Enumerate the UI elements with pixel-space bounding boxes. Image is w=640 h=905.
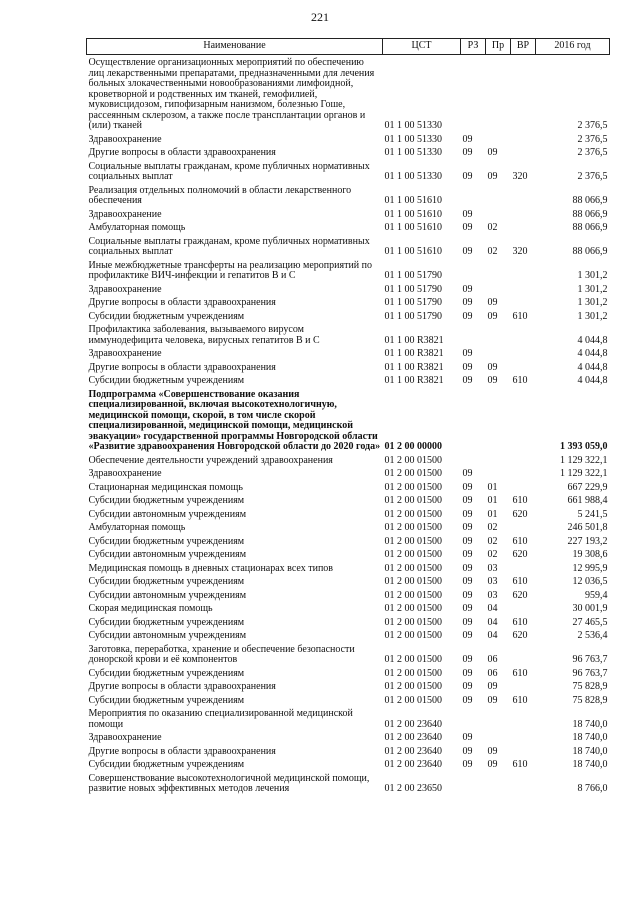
row-pr: [486, 771, 511, 795]
row-cst: 01 2 00 01500: [384, 495, 442, 506]
row-vr: [511, 679, 536, 693]
row-vr: 320: [512, 171, 528, 182]
row-vr: 610: [512, 667, 528, 679]
row-pr: 02: [487, 549, 498, 560]
table-row: [87, 666, 610, 680]
table-row: [87, 574, 610, 588]
row-rz: [461, 771, 486, 795]
row-vr: 620: [512, 508, 528, 520]
table-row: [87, 534, 610, 548]
row-name: Амбулаторная помощь: [88, 222, 186, 233]
row-pr: [486, 466, 511, 480]
row-amount: 27 465,5: [572, 616, 608, 628]
row-name: Субсидии бюджетным учреждениям: [88, 495, 245, 506]
row-cst: 01 2 00 01500: [384, 562, 442, 574]
table-row: [87, 258, 610, 282]
row-cst: 01 2 00 00000: [384, 441, 442, 452]
table-row: [87, 220, 610, 234]
table-row: [87, 730, 610, 744]
page-number: 221: [311, 10, 329, 24]
row-pr: [486, 258, 511, 282]
row-rz: 09: [462, 589, 473, 601]
row-name: Здравоохранение: [88, 133, 162, 145]
row-cst: 01 2 00 01500: [384, 694, 442, 706]
row-amount: 2 376,5: [577, 147, 608, 158]
row-pr: 01: [487, 508, 498, 520]
row-rz: [461, 322, 486, 346]
row-cst: 01 1 00 51790: [384, 297, 442, 308]
row-name: Заготовка, переработка, хранение и обеспечение безопасности донорской крови и её компонентов: [88, 643, 355, 665]
row-vr: [511, 520, 536, 534]
row-name: Медицинская помощь в дневных стационарах всех типов: [88, 562, 334, 574]
row-vr: [511, 744, 536, 758]
row-name: Здравоохранение: [88, 468, 162, 479]
row-vr: [511, 183, 536, 207]
row-amount: 1 129 322,1: [560, 454, 608, 466]
table-row: [87, 55, 610, 132]
row-vr: [511, 601, 536, 615]
row-amount: 2 376,5: [577, 171, 608, 182]
row-amount: 4 044,8: [577, 334, 608, 346]
row-pr: 02: [487, 222, 498, 233]
table-row: [87, 744, 610, 758]
row-amount: 4 044,8: [577, 361, 608, 373]
row-cst: 01 2 00 01500: [384, 616, 442, 628]
row-pr: 09: [487, 361, 498, 373]
row-name: Субсидии бюджетным учреждениям: [88, 535, 245, 547]
row-name: Другие вопросы в области здравоохранения: [88, 297, 276, 308]
row-name: Субсидии бюджетным учреждениям: [88, 576, 245, 587]
row-cst: 01 1 00 51790: [384, 283, 442, 295]
header-rz: РЗ: [461, 39, 486, 55]
row-pr: 09: [487, 147, 498, 158]
row-cst: 01 1 00 51610: [384, 195, 442, 206]
row-pr: 09: [487, 375, 498, 386]
row-cst: 01 2 00 23650: [384, 783, 442, 794]
row-rz: 09: [462, 745, 473, 757]
row-amount: 75 828,9: [572, 681, 608, 692]
row-cst: 01 2 00 01500: [384, 654, 442, 665]
table-row: [87, 771, 610, 795]
row-amount: 2 376,5: [577, 120, 608, 131]
table-row: [87, 360, 610, 374]
row-rz: 09: [462, 375, 473, 386]
table-row: [87, 282, 610, 296]
row-cst: 01 1 00 51610: [384, 222, 442, 233]
row-vr: 610: [512, 310, 528, 322]
row-name: Субсидии бюджетным учреждениям: [88, 375, 245, 386]
row-cst: 01 2 00 01500: [384, 667, 442, 679]
row-pr: [486, 207, 511, 221]
table-row: [87, 453, 610, 467]
row-cst: 01 2 00 01500: [384, 576, 442, 587]
row-vr: [511, 346, 536, 360]
table-row: [87, 132, 610, 146]
row-rz: 09: [462, 732, 473, 743]
row-amount: 19 308,6: [572, 549, 608, 560]
row-pr: 02: [487, 522, 498, 533]
row-cst: 01 1 00 51610: [384, 208, 442, 220]
table-row: [87, 234, 610, 258]
row-amount: 4 044,8: [577, 375, 608, 386]
header-name: Наименование: [87, 39, 383, 55]
row-rz: 09: [462, 283, 473, 295]
row-cst: 01 1 00 51790: [384, 310, 442, 322]
table-row: [87, 309, 610, 323]
row-pr: 03: [487, 576, 498, 587]
row-pr: [486, 322, 511, 346]
row-rz: 09: [462, 171, 473, 182]
row-amount: 1 301,2: [577, 270, 608, 281]
row-cst: 01 1 00 51610: [384, 246, 442, 257]
row-cst: 01 2 00 01500: [384, 508, 442, 520]
table-row: [87, 561, 610, 575]
row-name: Осуществление организационных мероприятий по обеспечению лиц лекарственными препаратами, предназначенными для лечения больных злокачественными новообразованиями лимфоидной, кроветворной и родственных им тканей, гемофилией, муковисцидозом, гипофизарным нанизмом, болезнью Гоше, рассеянным склерозом, а также после трансплантации органов и (или) тканей: [88, 57, 375, 131]
row-pr: [486, 453, 511, 467]
row-vr: [511, 387, 536, 453]
row-rz: 09: [462, 549, 473, 560]
table-body: [87, 55, 610, 795]
row-vr: [511, 322, 536, 346]
row-vr: [511, 730, 536, 744]
row-vr: [511, 706, 536, 730]
row-name: Субсидии бюджетным учреждениям: [88, 694, 245, 706]
row-name: Здравоохранение: [88, 732, 162, 743]
row-rz: [461, 387, 486, 453]
table-row: [87, 757, 610, 771]
table-row: [87, 346, 610, 360]
row-pr: 01: [487, 495, 498, 506]
row-rz: 09: [462, 208, 473, 220]
row-vr: 610: [512, 535, 528, 547]
row-amount: 18 740,0: [572, 732, 608, 743]
table-row: [87, 693, 610, 707]
row-rz: 09: [462, 654, 473, 665]
row-name: Подпрограмма «Совершенствование оказания специализированной, включая высокотехнологичную, медицинской помощи, скорой, в том числе скорой специализированной, медицинской помощи, медицинской эвакуации» государственной программы Новгородской области «Развитие здравоохранения Новгородской области до 2020 года»: [88, 388, 381, 452]
row-amount: 96 763,7: [572, 667, 608, 679]
row-amount: 2 376,5: [577, 133, 608, 145]
row-rz: 09: [462, 481, 473, 493]
row-vr: 620: [512, 549, 528, 560]
row-rz: 09: [462, 759, 473, 770]
row-rz: 09: [462, 667, 473, 679]
row-cst: 01 1 00 R3821: [384, 361, 444, 373]
row-name: Другие вопросы в области здравоохранения: [88, 147, 276, 158]
table-row: [87, 480, 610, 494]
row-amount: 661 988,4: [567, 495, 608, 506]
row-rz: 09: [462, 603, 473, 614]
table-row: [87, 706, 610, 730]
row-pr: [486, 183, 511, 207]
header-amount: 2016 год: [536, 39, 610, 55]
row-rz: 09: [462, 508, 473, 520]
table-row: [87, 547, 610, 561]
row-pr: 06: [487, 667, 498, 679]
row-cst: 01 2 00 23640: [384, 745, 442, 757]
table-row: [87, 145, 610, 159]
row-vr: 620: [512, 630, 528, 641]
row-pr: 03: [487, 589, 498, 601]
row-name: Субсидии автономным учреждениям: [88, 508, 247, 520]
row-name: Скорая медицинская помощь: [88, 603, 213, 614]
row-rz: 09: [462, 468, 473, 479]
row-amount: 12 036,5: [572, 576, 608, 587]
row-name: Профилактика заболевания, вызываемого вирусом иммунодефицита человека, вирусных гепатитов В и С: [88, 324, 320, 346]
row-rz: [461, 453, 486, 467]
table-row: [87, 642, 610, 666]
row-vr: [511, 642, 536, 666]
table-row: [87, 207, 610, 221]
row-rz: [461, 55, 486, 132]
row-rz: 09: [462, 681, 473, 692]
row-rz: 09: [462, 133, 473, 145]
row-vr: [511, 561, 536, 575]
row-amount: 2 536,4: [577, 630, 608, 641]
row-pr: 09: [487, 681, 498, 692]
row-amount: 1 301,2: [577, 283, 608, 295]
row-rz: 09: [462, 562, 473, 574]
row-name: Совершенствование высокотехнологичной медицинской помощи, развитие новых эффективных методов лечения: [88, 772, 370, 794]
row-cst: 01 1 00 R3821: [384, 348, 444, 359]
row-vr: [511, 295, 536, 309]
row-pr: [486, 55, 511, 132]
row-amount: 88 066,9: [572, 195, 608, 206]
row-rz: 09: [462, 222, 473, 233]
row-amount: 12 995,9: [572, 562, 608, 574]
row-vr: [511, 132, 536, 146]
row-name: Другие вопросы в области здравоохранения: [88, 361, 276, 373]
row-pr: [486, 282, 511, 296]
row-rz: 09: [462, 147, 473, 158]
row-rz: [461, 183, 486, 207]
row-name: Субсидии бюджетным учреждениям: [88, 310, 245, 322]
row-vr: 610: [512, 694, 528, 706]
row-name: Амбулаторная помощь: [88, 522, 186, 533]
row-pr: [486, 132, 511, 146]
row-amount: 1 301,2: [577, 310, 608, 322]
row-pr: 04: [487, 616, 498, 628]
row-amount: 8 766,0: [577, 783, 608, 794]
row-vr: 610: [512, 375, 528, 386]
row-pr: 02: [487, 535, 498, 547]
row-rz: 09: [462, 576, 473, 587]
row-amount: 88 066,9: [572, 222, 608, 233]
row-vr: [511, 360, 536, 374]
row-name: Субсидии автономным учреждениям: [88, 589, 247, 601]
row-pr: 09: [487, 694, 498, 706]
row-vr: 610: [512, 759, 528, 770]
table-row: [87, 159, 610, 183]
row-rz: 09: [462, 694, 473, 706]
table-row: [87, 295, 610, 309]
row-vr: 620: [512, 589, 528, 601]
header-cst: ЦСТ: [383, 39, 461, 55]
row-pr: [486, 730, 511, 744]
row-vr: [511, 258, 536, 282]
row-name: Другие вопросы в области здравоохранения: [88, 681, 276, 692]
row-vr: [511, 282, 536, 296]
table-row: [87, 183, 610, 207]
row-pr: 01: [487, 481, 498, 493]
row-cst: 01 2 00 23640: [384, 718, 442, 730]
row-rz: 09: [462, 495, 473, 506]
row-amount: 18 740,0: [572, 718, 608, 730]
row-rz: 09: [462, 535, 473, 547]
row-rz: [461, 258, 486, 282]
row-amount: 30 001,9: [572, 603, 608, 614]
row-name: Мероприятия по оказанию специализированной медицинской помощи: [88, 708, 353, 730]
row-pr: 02: [487, 246, 498, 257]
row-pr: 09: [487, 171, 498, 182]
row-name: Социальные выплаты гражданам, кроме публичных нормативных социальных выплат: [88, 235, 370, 257]
row-cst: 01 2 00 01500: [384, 603, 442, 614]
table-row: [87, 679, 610, 693]
row-vr: [511, 771, 536, 795]
row-amount: 96 763,7: [572, 654, 608, 665]
row-pr: 09: [487, 297, 498, 308]
table-row: [87, 373, 610, 387]
row-cst: 01 2 00 23640: [384, 759, 442, 770]
row-pr: [486, 387, 511, 453]
row-cst: 01 1 00 51330: [384, 171, 442, 182]
row-rz: 09: [462, 246, 473, 257]
row-name: Обеспечение деятельности учреждений здравоохранения: [88, 454, 333, 466]
row-vr: [511, 466, 536, 480]
table-row: [87, 601, 610, 615]
row-amount: 18 740,0: [572, 759, 608, 770]
row-vr: 320: [512, 246, 528, 257]
row-amount: 5 241,5: [577, 508, 608, 520]
row-cst: 01 2 00 23640: [384, 732, 442, 743]
row-cst: 01 2 00 01500: [384, 630, 442, 641]
row-name: Другие вопросы в области здравоохранения: [88, 745, 276, 757]
row-name: Субсидии автономным учреждениям: [88, 549, 247, 560]
row-rz: 09: [462, 522, 473, 533]
row-cst: 01 2 00 01500: [384, 681, 442, 692]
row-amount: 227 193,2: [567, 535, 608, 547]
table-row: [87, 387, 610, 453]
row-rz: [461, 706, 486, 730]
row-cst: 01 1 00 51790: [384, 270, 442, 281]
row-name: Здравоохранение: [88, 283, 162, 295]
row-cst: 01 1 00 51330: [384, 133, 442, 145]
row-rz: 09: [462, 348, 473, 359]
row-cst: 01 2 00 01500: [384, 454, 442, 466]
row-amount: 88 066,9: [572, 246, 608, 257]
header-vr: ВР: [511, 39, 536, 55]
row-vr: 610: [512, 576, 528, 587]
table-row: [87, 628, 610, 642]
row-rz: 09: [462, 630, 473, 641]
row-cst: 01 2 00 01500: [384, 468, 442, 479]
row-rz: 09: [462, 310, 473, 322]
row-amount: 4 044,8: [577, 348, 608, 359]
row-rz: 09: [462, 616, 473, 628]
row-amount: 1 301,2: [577, 297, 608, 308]
row-pr: 09: [487, 310, 498, 322]
row-amount: 1 393 059,0: [560, 441, 608, 452]
row-pr: 03: [487, 562, 498, 574]
row-amount: 246 501,8: [567, 522, 608, 533]
table-row: [87, 520, 610, 534]
table-header-row: [87, 39, 610, 55]
row-amount: 667 229,9: [567, 481, 608, 493]
row-vr: 610: [512, 495, 528, 506]
row-amount: 959,4: [585, 589, 608, 601]
table-row: [87, 466, 610, 480]
table-row: [87, 493, 610, 507]
row-cst: 01 2 00 01500: [384, 481, 442, 493]
row-name: Субсидии бюджетным учреждениям: [88, 616, 245, 628]
row-vr: [511, 145, 536, 159]
row-amount: 75 828,9: [572, 694, 608, 706]
row-cst: 01 1 00 51330: [384, 147, 442, 158]
row-name: Реализация отдельных полномочий в области лекарственного обеспечения: [88, 184, 352, 206]
row-amount: 18 740,0: [572, 745, 608, 757]
row-cst: 01 2 00 01500: [384, 549, 442, 560]
table-row: [87, 615, 610, 629]
row-name: Социальные выплаты гражданам, кроме публичных нормативных социальных выплат: [88, 160, 370, 182]
row-name: Субсидии бюджетным учреждениям: [88, 667, 245, 679]
budget-table: [86, 38, 610, 795]
row-amount: 1 129 322,1: [560, 468, 608, 479]
row-vr: 610: [512, 616, 528, 628]
row-vr: [511, 220, 536, 234]
row-amount: 88 066,9: [572, 208, 608, 220]
row-name: Здравоохранение: [88, 208, 162, 220]
row-name: Иные межбюджетные трансферты на реализацию мероприятий по профилактике ВИЧ-инфекции и гепатитов В и С: [88, 259, 373, 281]
row-name: Субсидии автономным учреждениям: [88, 630, 247, 641]
row-name: Здравоохранение: [88, 348, 162, 359]
row-cst: 01 1 00 51330: [384, 120, 442, 131]
table-row: [87, 507, 610, 521]
row-pr: [486, 706, 511, 730]
row-vr: [511, 480, 536, 494]
row-rz: 09: [462, 297, 473, 308]
row-vr: [511, 207, 536, 221]
row-cst: 01 2 00 01500: [384, 535, 442, 547]
row-vr: [511, 55, 536, 132]
row-cst: 01 1 00 R3821: [384, 334, 444, 346]
row-name: Субсидии бюджетным учреждениям: [88, 759, 245, 770]
header-pr: Пр: [486, 39, 511, 55]
row-pr: 04: [487, 630, 498, 641]
row-cst: 01 2 00 01500: [384, 589, 442, 601]
row-vr: [511, 453, 536, 467]
row-pr: 09: [487, 759, 498, 770]
row-pr: [486, 346, 511, 360]
row-name: Стационарная медицинская помощь: [88, 481, 243, 493]
row-rz: 09: [462, 361, 473, 373]
row-cst: 01 2 00 01500: [384, 522, 442, 533]
row-pr: 06: [487, 654, 498, 665]
table-row: [87, 322, 610, 346]
row-cst: 01 1 00 R3821: [384, 375, 444, 386]
table-row: [87, 588, 610, 602]
row-pr: 04: [487, 603, 498, 614]
row-pr: 09: [487, 745, 498, 757]
